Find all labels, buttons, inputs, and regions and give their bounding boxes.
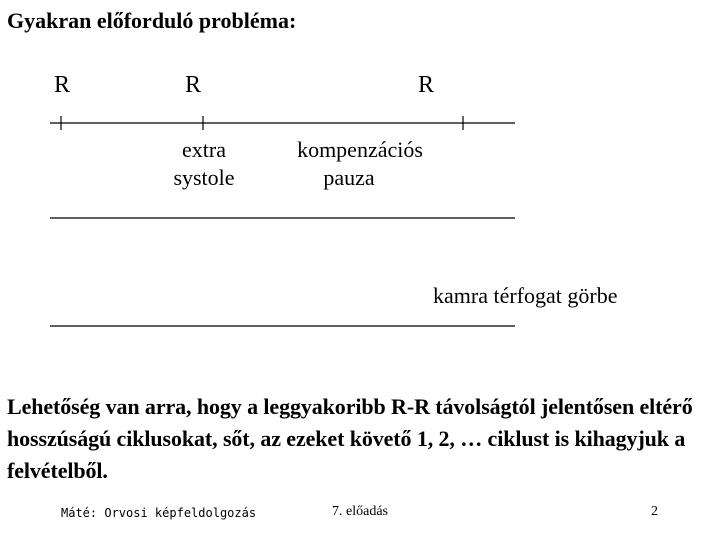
volume-curve-label: kamra térfogat görbe (433, 283, 618, 308)
compensatory-pause-line1: kompenzációs (297, 137, 423, 162)
r-peak-label-2: R (185, 72, 202, 98)
r-peak-label-3: R (418, 72, 435, 98)
extra-systole-line1: extra (182, 137, 226, 162)
extra-systole-annotation (160, 136, 248, 192)
footer-page-number: 2 (651, 504, 658, 519)
slide-title: Gyakran előforduló probléma: (7, 8, 297, 33)
r-peak-label-1: R (54, 72, 71, 98)
extra-systole-line2: systole (173, 165, 235, 190)
footer-lecture: 7. előadás (332, 504, 388, 519)
footer-author: Máté: Orvosi képfeldolgozás (61, 506, 257, 520)
compensatory-pause-annotation (280, 136, 440, 192)
body-paragraph: Lehetőség van arra, hogy a leggyakoribb R-R távolságtól jelentősen eltérő hosszúságú ciklusokat, sőt, az ezeket követő 1, 2, … ciklust is kihagyjuk a felvételből. (7, 394, 693, 483)
compensatory-pause-line2: pauza (323, 165, 375, 190)
